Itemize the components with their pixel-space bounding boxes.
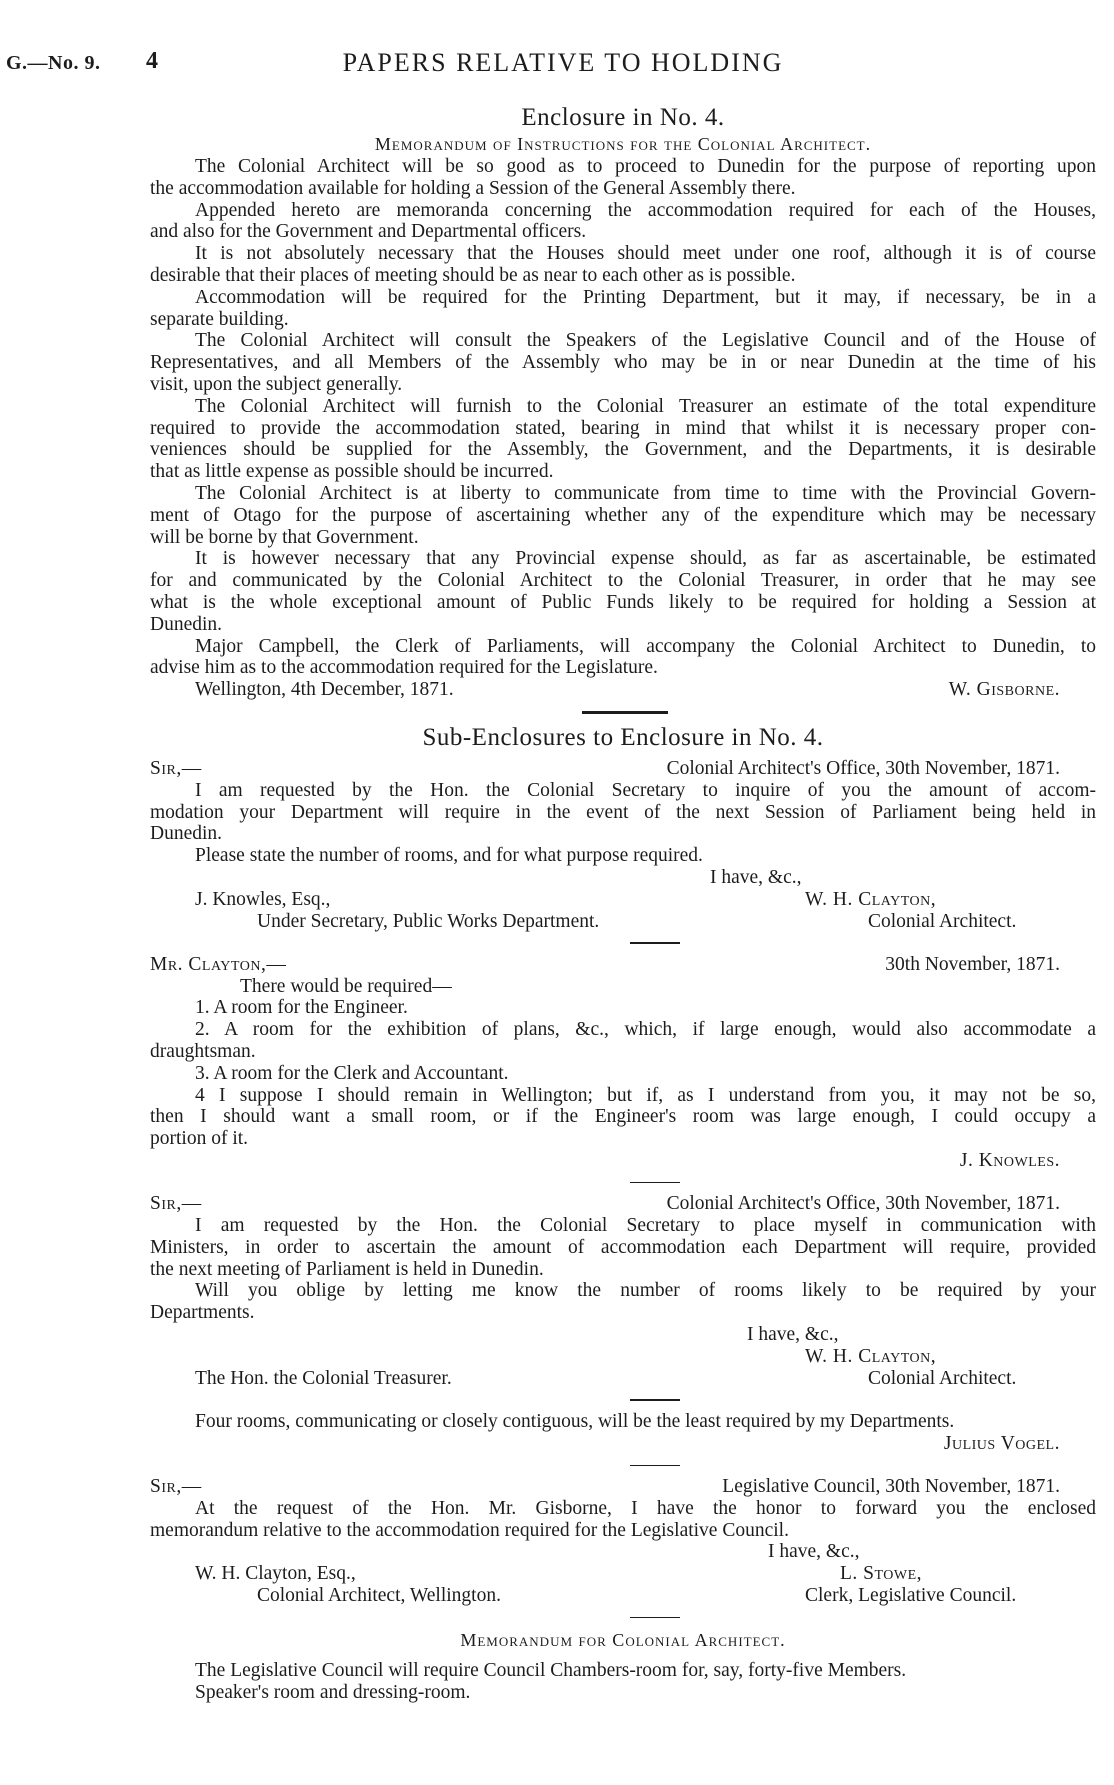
letter4-addressee: W. H. Clayton, Esq., bbox=[195, 1563, 356, 1585]
letter4-signature-title: Clerk, Legislative Council. bbox=[805, 1585, 1017, 1607]
text-line: Major Campbell, the Clerk of Parliaments, will accompany the Colonial Architect to Dunedin, to bbox=[195, 635, 1096, 657]
text-line: veniences should be supplied for the Assembly, the Government, and the Departments, it is desirable bbox=[150, 439, 1096, 461]
enclosure-signoff bbox=[150, 679, 1096, 701]
letter3-closing: I have, &c., bbox=[747, 1324, 839, 1346]
text-line: ment of Otago for the purpose of ascertaining whether any of the expenditure which may be necessary bbox=[150, 504, 1096, 526]
text-line: that as little expense as possible should be incurred. bbox=[150, 461, 554, 483]
letter1-salutation: Sir,— bbox=[150, 757, 202, 779]
letter1-addressee-title: Under Secretary, Public Works Department. bbox=[257, 910, 600, 932]
running-title: PAPERS RELATIVE TO HOLDING bbox=[342, 48, 784, 77]
enclosure-paragraph bbox=[150, 200, 1096, 244]
letter4-sign-row1 bbox=[150, 1563, 1096, 1585]
letter2-intro: There would be required— bbox=[240, 975, 452, 997]
text-line: required to provide the accommodation stated, bearing in mind that whilst it is necessary proper con- bbox=[150, 417, 1096, 439]
letter1-closing-row bbox=[150, 867, 1096, 889]
document-body bbox=[150, 104, 1096, 1704]
text-line: The Colonial Architect will furnish to the Colonial Treasurer an estimate of the total expenditure bbox=[195, 395, 1096, 417]
letter2-item-4 bbox=[150, 1085, 1096, 1150]
page-number: 4 bbox=[146, 48, 158, 74]
enclosure-paragraph bbox=[150, 243, 1096, 287]
text-line: then I should want a small room, or if the Engineer's room was large enough, I could occupy a bbox=[150, 1106, 1096, 1128]
enclosure-paragraphs bbox=[150, 156, 1096, 679]
text-line: The Colonial Architect is at liberty to communicate from time to time with the Provincial Govern- bbox=[195, 482, 1096, 504]
letter3-place-date: Colonial Architect's Office, 30th November, 1871. bbox=[666, 1193, 1060, 1215]
memorandum2-line-1: The Legislative Council will require Council Chambers-room for, say, forty-five Members. bbox=[195, 1660, 907, 1682]
text-line: Dunedin. bbox=[150, 823, 223, 845]
letter4-sign-row2 bbox=[150, 1585, 1096, 1607]
letter4-header bbox=[150, 1476, 1096, 1498]
letter1-signature: W. H. Clayton, bbox=[805, 888, 937, 910]
letter3-addressee: The Hon. the Colonial Treasurer. bbox=[195, 1367, 452, 1389]
text-line: and also for the Government and Departmental officers. bbox=[150, 221, 587, 243]
letter4-closing-row bbox=[150, 1541, 1096, 1563]
letter3-header bbox=[150, 1193, 1096, 1215]
divider-rule bbox=[630, 1465, 680, 1467]
letter3-salutation: Sir,— bbox=[150, 1193, 202, 1215]
text-line: 4 I suppose I should remain in Wellington; but if, as I understand from you, it may not be so, bbox=[195, 1084, 1096, 1106]
letter3-signature: W. H. Clayton, bbox=[805, 1345, 937, 1367]
text-line: Appended hereto are memoranda concerning the accommodation required for each of the Houses, bbox=[195, 199, 1096, 221]
text-line: Departments. bbox=[150, 1302, 255, 1324]
memorandum2-line-2: Speaker's room and dressing-room. bbox=[195, 1682, 471, 1704]
place-date: Wellington, 4th December, 1871. bbox=[195, 679, 454, 701]
letter4-body bbox=[150, 1498, 1096, 1542]
divider-rule bbox=[630, 1399, 680, 1401]
letter3-sign-row1 bbox=[150, 1346, 1096, 1368]
letter2-salutation: Mr. Clayton,— bbox=[150, 953, 287, 975]
text-line: the accommodation available for holding a Session of the General Assembly there. bbox=[150, 177, 796, 199]
enclosure-paragraph bbox=[150, 156, 1096, 200]
text-line: what is the whole exceptional amount of Public Funds likely to be required for holding a Session at bbox=[150, 591, 1096, 613]
letter1-body bbox=[150, 780, 1096, 845]
letter2-header bbox=[150, 954, 1096, 976]
letter3-sign-row2 bbox=[150, 1368, 1096, 1390]
enclosure-paragraph bbox=[150, 287, 1096, 331]
memorandum-title: Memorandum of Instructions for the Colonial Architect. bbox=[374, 134, 872, 154]
letter1-sign-row2 bbox=[150, 911, 1096, 933]
enclosure-paragraph bbox=[150, 330, 1096, 395]
enclosure-paragraph bbox=[150, 636, 1096, 680]
text-line: memorandum relative to the accommodation required for the Legislative Council. bbox=[150, 1519, 789, 1541]
letter1-sign-row1 bbox=[150, 889, 1096, 911]
enclosure-paragraph bbox=[150, 548, 1096, 635]
text-line: At the request of the Hon. Mr. Gisborne, I have the honor to forward you the enclosed bbox=[195, 1497, 1096, 1519]
letter2-item-3: 3. A room for the Clerk and Accountant. bbox=[195, 1062, 509, 1084]
text-line: desirable that their places of meeting should be as near to each other as is possible. bbox=[150, 264, 796, 286]
letter4-place-date: Legislative Council, 30th November, 1871. bbox=[722, 1476, 1060, 1498]
text-line: draughtsman. bbox=[150, 1040, 256, 1062]
text-line: separate building. bbox=[150, 308, 289, 330]
reply-signature: Julius Vogel. bbox=[943, 1432, 1060, 1454]
text-line: It is however necessary that any Provincial expense should, as far as ascertainable, be estimated bbox=[195, 548, 1096, 570]
letter2-date: 30th November, 1871. bbox=[885, 953, 1060, 975]
text-line: 2. A room for the exhibition of plans, &c., which, if large enough, would also accommodate a bbox=[195, 1019, 1096, 1041]
letter3-signature-title: Colonial Architect. bbox=[868, 1367, 1017, 1389]
divider-rule bbox=[630, 1182, 680, 1184]
enclosure-paragraph bbox=[150, 396, 1096, 483]
letter3-request bbox=[150, 1280, 1096, 1324]
text-line: Accommodation will be required for the Printing Department, but it may, if necessary, be in a bbox=[195, 286, 1096, 308]
text-line: visit, upon the subject generally. bbox=[150, 373, 403, 395]
text-line: modation your Department will require in the event of the next Session of Parliament being held in bbox=[150, 801, 1096, 823]
letter1-signature-title: Colonial Architect. bbox=[868, 910, 1017, 932]
letter1-closing: I have, &c., bbox=[710, 866, 802, 888]
letter3-closing-row bbox=[150, 1324, 1096, 1346]
text-line: for and communicated by the Colonial Architect to the Colonial Treasurer, in order that he may see bbox=[150, 570, 1096, 592]
letter1-addressee: J. Knowles, Esq., bbox=[195, 888, 331, 910]
enclosure-heading: Enclosure in No. 4. bbox=[521, 104, 725, 131]
text-line: Dunedin. bbox=[150, 613, 223, 635]
text-line: The Colonial Architect will be so good as to proceed to Dunedin for the purpose of reporting upon bbox=[195, 156, 1096, 177]
letter4-closing: I have, &c., bbox=[768, 1541, 860, 1563]
text-line: the next meeting of Parliament is held in Dunedin. bbox=[150, 1258, 544, 1280]
letter1-place-date: Colonial Architect's Office, 30th November, 1871. bbox=[666, 757, 1060, 779]
letter2-item-1: 1. A room for the Engineer. bbox=[195, 997, 408, 1019]
text-line: The Colonial Architect will consult the Speakers of the Legislative Council and of the House of bbox=[195, 330, 1096, 352]
sub-enclosures-heading: Sub-Enclosures to Enclosure in No. 4. bbox=[422, 723, 824, 751]
text-line: Will you oblige by letting me know the number of rooms likely to be required by your bbox=[195, 1280, 1096, 1302]
text-line: will be borne by that Government. bbox=[150, 526, 419, 548]
reply-signoff bbox=[150, 1433, 1096, 1455]
page-header bbox=[0, 48, 1114, 82]
divider-rule bbox=[630, 942, 680, 944]
letter2-item-2 bbox=[150, 1019, 1096, 1063]
text-line: advise him as to the accommodation required for the Legislature. bbox=[150, 657, 658, 679]
signature-gisborne: W. Gisborne. bbox=[948, 679, 1060, 701]
document-reference: G.—No. 9. bbox=[6, 52, 101, 74]
text-line: portion of it. bbox=[150, 1128, 249, 1150]
letter1-header bbox=[150, 758, 1096, 780]
divider-rule bbox=[630, 1617, 680, 1619]
text-line: I am requested by the Hon. the Colonial Secretary to inquire of you the amount of accom- bbox=[195, 779, 1096, 801]
enclosure-paragraph bbox=[150, 483, 1096, 548]
memorandum2-title: Memorandum for Colonial Architect. bbox=[460, 1630, 786, 1651]
letter2-signoff bbox=[150, 1150, 1096, 1172]
letter1-request: Please state the number of rooms, and for what purpose required. bbox=[195, 845, 703, 867]
letter2-signature: J. Knowles. bbox=[959, 1149, 1060, 1171]
text-line: Ministers, in order to ascertain the amount of accommodation each Department will require, provided bbox=[150, 1236, 1096, 1258]
letter4-addressee-title: Colonial Architect, Wellington. bbox=[257, 1585, 501, 1607]
treasurer-reply: Four rooms, communicating or closely contiguous, will be the least required by my Departments. bbox=[195, 1410, 955, 1432]
section-rule bbox=[582, 711, 668, 714]
letter4-signature: L. Stowe, bbox=[840, 1563, 923, 1585]
text-line: Representatives, and all Members of the Assembly who may be in or near Dunedin at the time of his bbox=[150, 352, 1096, 374]
letter3-body bbox=[150, 1215, 1096, 1280]
letter4-salutation: Sir,— bbox=[150, 1476, 202, 1498]
text-line: I am requested by the Hon. the Colonial Secretary to place myself in communication with bbox=[195, 1215, 1096, 1237]
text-line: It is not absolutely necessary that the Houses should meet under one roof, although it is of course bbox=[195, 243, 1096, 265]
